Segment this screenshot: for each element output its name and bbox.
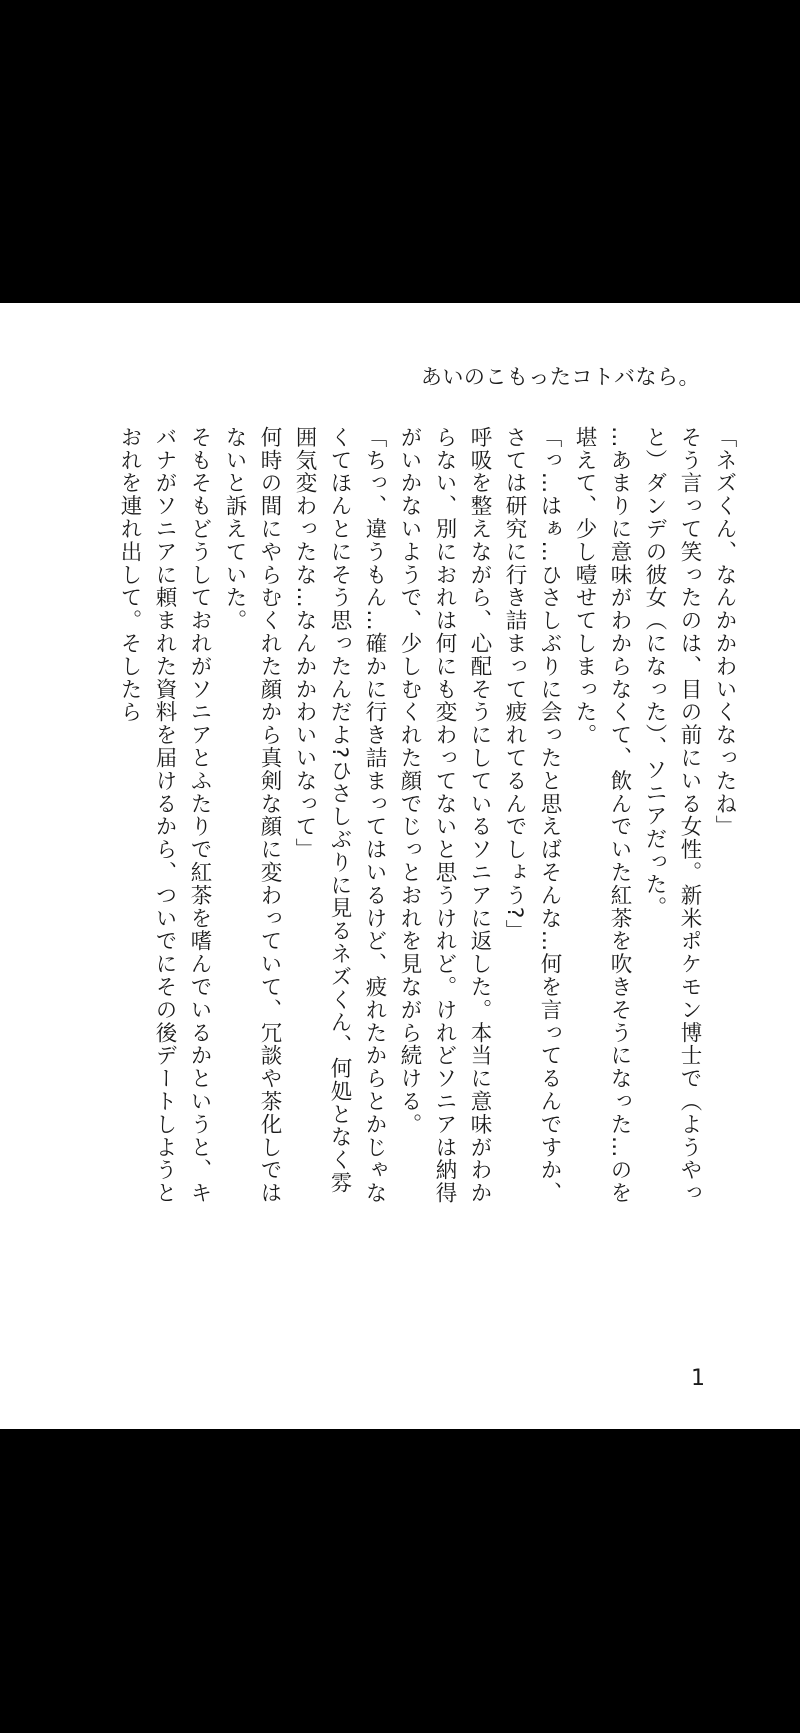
paragraph: 「ネズくん、なんかかわいくなったね」 [712, 426, 737, 839]
page-number: 1 [691, 1366, 705, 1391]
paragraph: 「っ…はぁ…ひさしぶりに会ったと思えばそんな…何を言ってるんですか、さては研究に行き詰まって疲れてるんでしょう?」 [502, 426, 562, 1205]
running-title: あいのこもったコトバなら。 [420, 365, 700, 389]
book-page[interactable] [0, 303, 800, 1429]
paragraph: そもそもどうしておれがソニアとふたりで紅茶を嗜んでいるかというと、キバナがソニアに頼まれた資料を届けるから、ついでにその後デートしようとおれを連れ出して。そしたら [117, 426, 212, 1205]
paragraph: 何時の間にやらむくれた顔から真剣な顔に変わっていて、冗談や茶化しではないと訴えていた。 [222, 426, 282, 1205]
paragraph: …あまりに意味がわからなくて、飲んでいた紅茶を吹きそうになった…のを堪えて、少し噎せてしまった。 [572, 426, 632, 1205]
paragraph: そう言って笑ったのは、目の前にいる女性。新米ポケモン博士で（ようやっと）ダンデの彼女（になった）、ソニアだった。 [642, 426, 702, 1205]
paragraph: 呼吸を整えながら、心配そうにしているソニアに返した。本当に意味がわからない、別におれは何にも変わってないと思うけれど。けれどソニアは納得がいかないようで、少しむくれた顔でじっとおれを見ながら続ける。 [397, 426, 492, 1205]
body-text [117, 426, 742, 1216]
paragraph: 「ちっ、違うもん…確かに行き詰まってはいるけど、疲れたからとかじゃなくてほんとにそう思ったんだよ?ひさしぶりに見るネズくん、何処となく雰囲気変わったな…なんかかわいいなって」 [292, 426, 387, 1205]
